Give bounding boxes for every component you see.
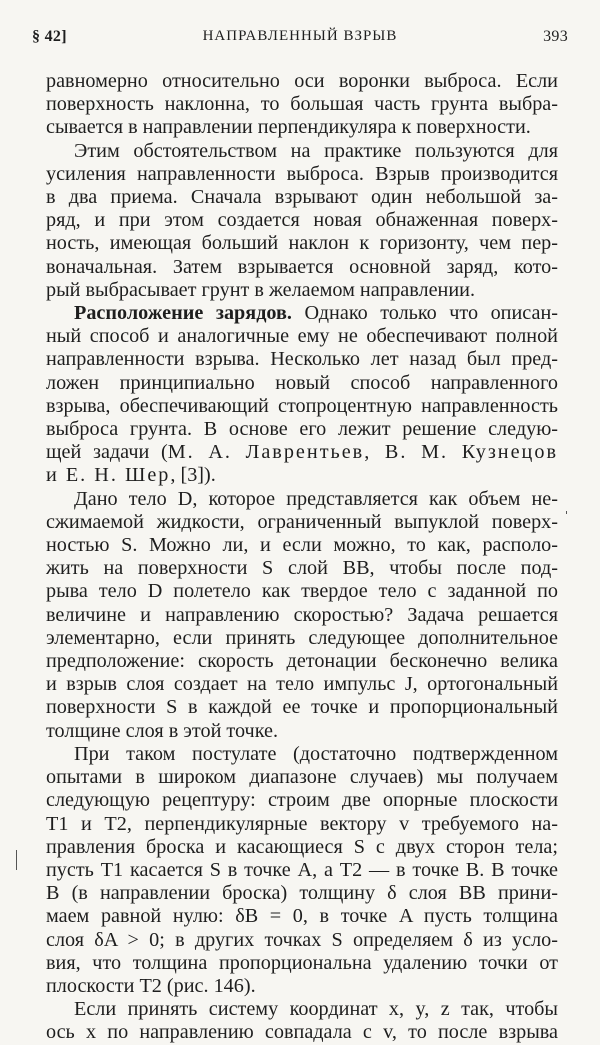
text-line: Этим обстоятельством на практике пользуются для — [74, 139, 558, 162]
text-line: При таком постулате (достаточно подтвержденном — [74, 742, 558, 765]
text-line: равномерно относительно оси воронки выброса. Если — [46, 70, 558, 92]
text-line: ностью S. Можно ли, и если можно, то как, располо- — [46, 534, 558, 557]
text-line: ложен принципиально новый способ направленного — [46, 371, 558, 394]
text-line: величине и направлению скоростью? Задача решается — [46, 603, 558, 626]
margin-mark — [16, 850, 17, 870]
text-line: ряд, и при этом создается новая обнаженная поверх- — [46, 209, 558, 232]
text-line: ность, имеющая больший наклон к горизонту, чем пер- — [46, 232, 558, 255]
text-line: жить на поверхности S слой ВВ, чтобы после под- — [46, 557, 558, 580]
text-line: усиления направленности выброса. Взрыв производится — [46, 162, 558, 185]
text-line: пусть T1 касается S в точке A, а T2 — в точке B. В точке — [46, 858, 558, 881]
text-line: B (в направлении броска) толщину δ слоя ВВ прини- — [46, 882, 558, 905]
text-line: T1 и T2, перпендикулярные вектору v требуемого на- — [46, 812, 558, 835]
run-in-heading: Расположение зарядов. — [74, 302, 292, 325]
text-line: и взрыв слоя создает на тело импульс J, ортогональный — [46, 673, 558, 696]
text-line: направленности взрыва. Несколько лет назад был пред- — [46, 348, 558, 371]
running-title: НАПРАВЛЕННЫЙ ВЗРЫВ — [202, 28, 398, 44]
text-line: следующую рецептуру: строим две опорные плоскости — [46, 789, 558, 812]
author-names: М. А. Лаврентьев, В. М. Кузнецов — [167, 441, 558, 464]
text-line: опытами в широком диапазоне случаев) мы получаем — [46, 766, 558, 789]
text-line — [46, 441, 558, 464]
page-number: 393 — [543, 28, 568, 45]
text-line: вия, что толщина пропорциональна удалению точки от — [46, 951, 558, 974]
text-line: толщине слоя в этой точке. — [46, 719, 279, 742]
text-fragment: щей задачи ( — [46, 441, 168, 464]
text-line — [46, 464, 558, 487]
text-fragment: Однако только что описан- — [291, 302, 558, 325]
text-line: предположение: скорость детонации бесконечно велика — [46, 650, 558, 673]
text-line: сжимаемой жидкости, ограниченный выпуклой поверх- — [46, 510, 558, 533]
text-line: поверхности S в каждой ее точке и пропорциональный — [46, 696, 558, 719]
section-number: § 42] — [32, 28, 67, 45]
text-line: рый выбрасывает грунт в желаемом направлении. — [46, 278, 476, 301]
text-line: Если принять систему координат x, y, z так, чтобы — [74, 998, 558, 1021]
text-line: взрыва, обеспечивающий стопроцентную направленность — [46, 394, 558, 417]
text-line: слоя δA > 0; в других точках S определяем δ из усло- — [46, 928, 558, 951]
text-line: плоскости T2 (рис. 146). — [46, 974, 256, 997]
author-names: и Е. Н. Шер — [46, 464, 171, 487]
text-line: выброса грунта. В основе его лежит решение следую- — [46, 418, 558, 441]
text-line: сывается в направлении перпендикуляра к поверхности. — [46, 116, 531, 139]
text-line: в два приема. Сначала взрывают один небольшой за- — [46, 186, 558, 209]
text-line: элементарно, если принять следующее дополнительное — [46, 626, 558, 649]
text-line: рыва тело D полетело как твердое тело с заданной по — [46, 580, 558, 603]
running-header — [32, 28, 568, 54]
text-line: маем равной нулю: δB = 0, в точке A пусть толщина — [46, 905, 558, 928]
margin-mark — [566, 511, 567, 514]
page-body — [46, 70, 558, 1045]
text-line: правления броска и касающиеся S с двух сторон тела; — [46, 835, 558, 858]
text-line: ный способ и аналогичные ему не обеспечивают полной — [46, 325, 558, 348]
text-line: воначальная. Затем взрывается основной заряд, кото- — [46, 255, 558, 278]
text-line: поверхность наклонна, то большая часть грунта выбра- — [46, 93, 558, 116]
citation: , [3]). — [170, 464, 216, 487]
text-line: ось x по направлению совпадала с v, то после взрыва — [46, 1021, 558, 1044]
text-line — [46, 302, 558, 325]
text-line: Дано тело D, которое представляется как объем не- — [74, 487, 558, 510]
